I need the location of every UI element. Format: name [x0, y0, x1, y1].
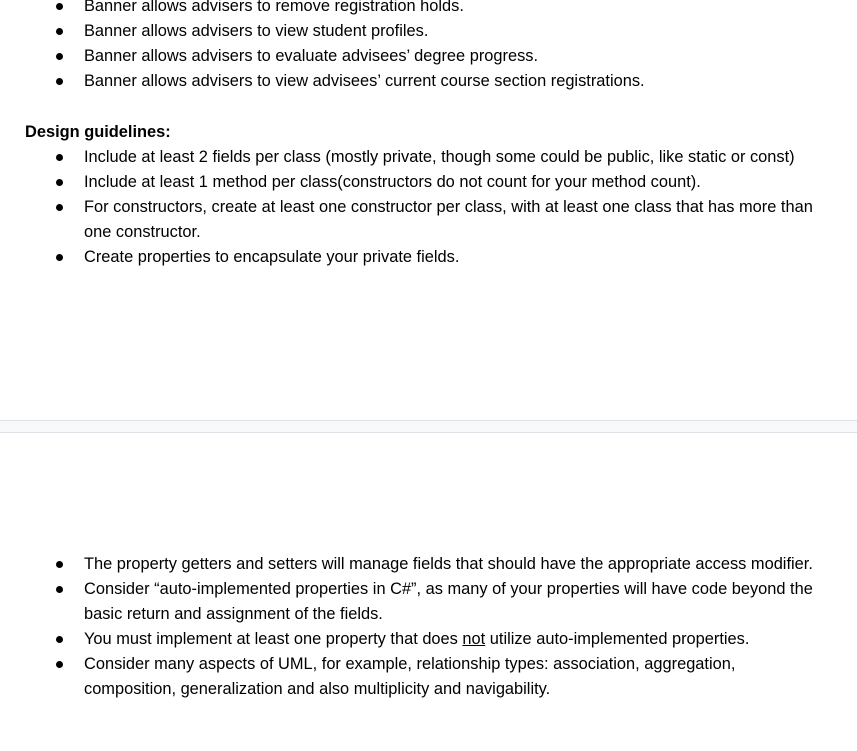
list-item: Banner allows advisers to remove registration holds.	[0, 0, 814, 19]
capabilities-list	[0, 0, 857, 94]
underlined-word: not	[462, 630, 486, 648]
design-guidelines-list	[0, 145, 857, 270]
bullet-icon	[56, 254, 63, 261]
document-page-2	[0, 433, 857, 751]
bullet-icon	[56, 28, 63, 35]
list-item: Include at least 2 fields per class (mostly private, though some could be public, like static or const)	[0, 145, 814, 170]
list-item: For constructors, create at least one constructor per class, with at least one class that has more than one constructor.	[0, 195, 814, 245]
bullet-icon	[56, 204, 63, 211]
list-item: Create properties to encapsulate your private fields.	[0, 245, 814, 270]
bullet-icon	[56, 561, 63, 568]
list-item: Include at least 1 method per class(constructors do not count for your method count).	[0, 170, 814, 195]
bullet-icon	[56, 78, 63, 85]
list-item: Banner allows advisers to view advisees’ current course section registrations.	[0, 69, 814, 94]
section-heading: Design guidelines:	[25, 123, 171, 141]
bullet-icon	[56, 179, 63, 186]
list-item: The property getters and setters will manage fields that should have the appropriate access modifier.	[0, 552, 814, 577]
bullet-icon	[56, 586, 63, 593]
list-item: Banner allows advisers to evaluate advisees’ degree progress.	[0, 44, 814, 69]
bullet-icon	[56, 661, 63, 668]
list-item: Consider “auto-implemented properties in C#”, as many of your properties will have code beyond the basic return and assignment of the fields.	[0, 577, 814, 627]
design-guidelines-list-continued	[0, 552, 857, 702]
list-item: Consider many aspects of UML, for example, relationship types: association, aggregation, composition, generalization and also multiplicity and navigability.	[0, 652, 814, 702]
list-item: You must implement at least one property that does not utilize auto-implemented properties.	[0, 627, 814, 652]
bullet-icon	[56, 154, 63, 161]
list-item: Banner allows advisers to view student profiles.	[0, 19, 814, 44]
bullet-icon	[56, 3, 63, 10]
bullet-icon	[56, 636, 63, 643]
bullet-icon	[56, 53, 63, 60]
page-break	[0, 420, 857, 433]
